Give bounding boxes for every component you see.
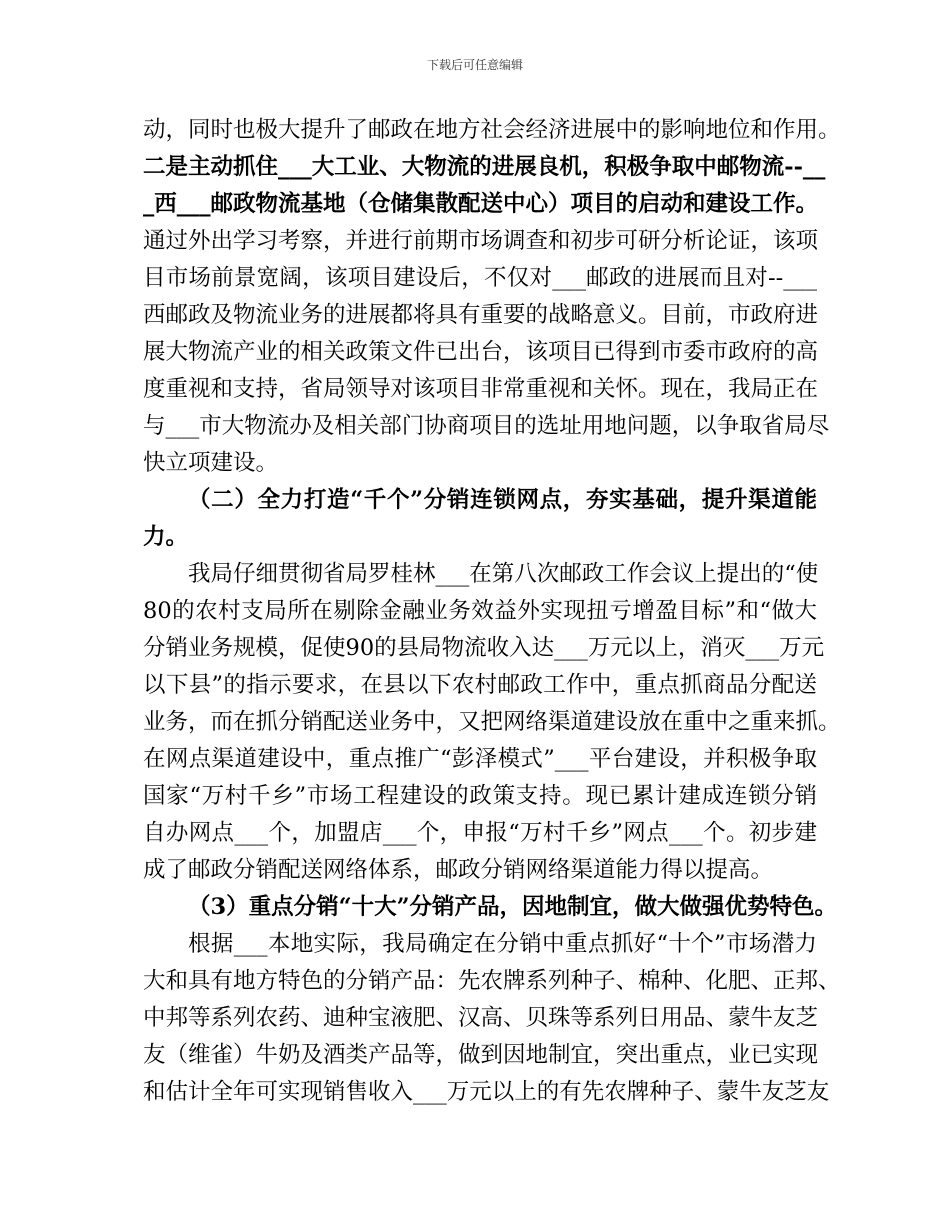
text-line: 大和具有地方特色的分销产品：先农牌系列种子、棉种、化肥、正邦、 [143, 968, 841, 994]
text-line: 在网点渠道建设中，重点推广“彭泽模式”___平台建设，并积极争取 [143, 746, 817, 772]
document-body [143, 112, 841, 1111]
text-line: 度重视和支持，省局领导对该项目非常重视和关怀。现在，我局正在 [143, 376, 819, 402]
text-line: 动，同时也极大提升了邮政在地方社会经济进展中的影响地位和作用。 [143, 117, 841, 143]
text-line: 目市场前景宽阔，该项目建设后，不仅对___邮政的进展而且对--___ [143, 265, 817, 291]
text-line: 通过外出学习考察，并进行前期市场调查和初步可研分析论证，该项 [143, 228, 819, 254]
text-line: 我局仔细贯彻省局罗桂林___在第八次邮政工作会议上提出的“使 [188, 561, 819, 587]
text-line: 国家“万村千乡”市场工程建设的政策支持。现已累计建成连锁分销 [143, 783, 817, 809]
text-line: 以下县”的指示要求，在县以下农村邮政工作中，重点抓商品分配送 [143, 672, 817, 698]
text-line: 和估计全年可实现销售收入___万元以上的有先农牌种子、蒙牛友芝友 [143, 1079, 830, 1105]
text-line: 与___市大物流办及相关部门协商项目的选址用地问题，以争取省局尽 [143, 413, 830, 439]
text-line: （二）全力打造“千个”分销连锁网点，夯实基础，提升渠道能 [188, 487, 817, 513]
text-line: 成了邮政分销配送网络体系，邮政分销网络渠道能力得以提高。 [143, 857, 774, 883]
text-line: （3）重点分销“十大”分销产品，因地制宜，做大做强优势特色。 [188, 894, 838, 920]
text-line: 分销业务规模，促使90的县局物流收入达___万元以上，消灭___万元 [143, 635, 825, 661]
text-line: 80的农村支局所在剔除金融业务效益外实现扭亏增盈目标”和“做大 [143, 598, 817, 624]
text-line: 快立项建设。 [143, 450, 279, 476]
text-line: 友（维雀）牛奶及酒类产品等，做到因地制宜，突出重点，业已实现 [143, 1042, 819, 1068]
text-line: 西邮政及物流业务的进展都将具有重要的战略意义。目前，市政府进 [143, 302, 819, 328]
text-line: _西___邮政物流基地（仓储集散配送中心）项目的启动和建设工作。 [143, 191, 819, 217]
text-line: 根据___本地实际，我局确定在分销中重点抓好“十个”市场潜力 [188, 931, 817, 957]
text-line: 中邦等系列农药、迪种宝液肥、汉高、贝珠等系列日用品、蒙牛友芝 [143, 1005, 819, 1031]
text-line: 自办网点___个，加盟店___个，申报“万村千乡”网点___个。初步建 [143, 820, 817, 846]
page-header: 下载后可任意编辑 [426, 58, 523, 72]
text-line: 二是主动抓住___大工业、大物流的进展良机，积极争取中邮物流--__ [143, 154, 826, 180]
text-line: 力。 [143, 524, 189, 550]
text-line: 业务，而在抓分销配送业务中，又把网络渠道建设放在重中之重来抓。 [143, 709, 841, 735]
text-line: 展大物流产业的相关政策文件已出台，该项目已得到市委市政府的高 [143, 339, 819, 365]
